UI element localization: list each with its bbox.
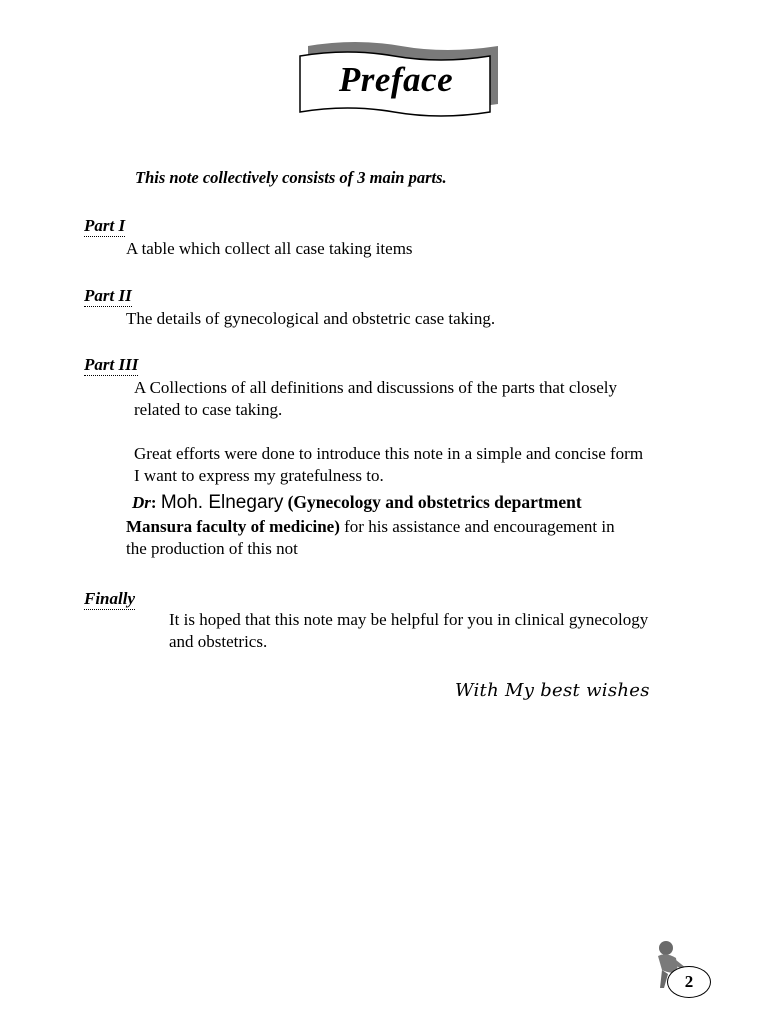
part-text: A table which collect all case taking items [126,239,413,258]
efforts-text: Great efforts were done to introduce this note in a simple and concise form [134,444,644,463]
dr-prefix: Dr [132,493,151,512]
affiliation-text-2: Mansura faculty of medicine) [126,517,340,536]
part-heading: Part I [84,216,126,235]
part-text: related to case taking. [134,400,283,419]
part-text: A Collections of all definitions and discussions of the parts that closely [134,378,618,397]
signoff-text: With My best wishes [455,680,650,701]
doctor-name: Moh. Elnegary [160,492,284,513]
part-text: The details of gynecological and obstetric case taking. [126,309,496,328]
finally-text: and obstetrics. [169,632,268,651]
affiliation-text: (Gynecology and obstetrics department [287,492,582,512]
part-heading: Part III [84,355,139,374]
title-banner [296,38,506,120]
acknowledgement-line [132,491,582,514]
finally-text: It is hoped that this note may be helpful for you in clinical gynecology [169,610,649,629]
gratitude-text: I want to express my gratefulness to. [134,466,384,485]
part-heading: Part II [84,286,132,305]
page-number: 2 [667,966,711,998]
thanks-text: for his assistance and encouragement in [344,517,615,536]
dr-colon: : [150,493,157,512]
thanks-text-2: the production of this not [126,539,298,558]
intro-text: This note collectively consists of 3 main parts. [135,168,447,187]
finally-heading: Finally [84,589,136,608]
acknowledgement-line-2 [126,516,615,538]
page-title: Preface [338,60,454,99]
